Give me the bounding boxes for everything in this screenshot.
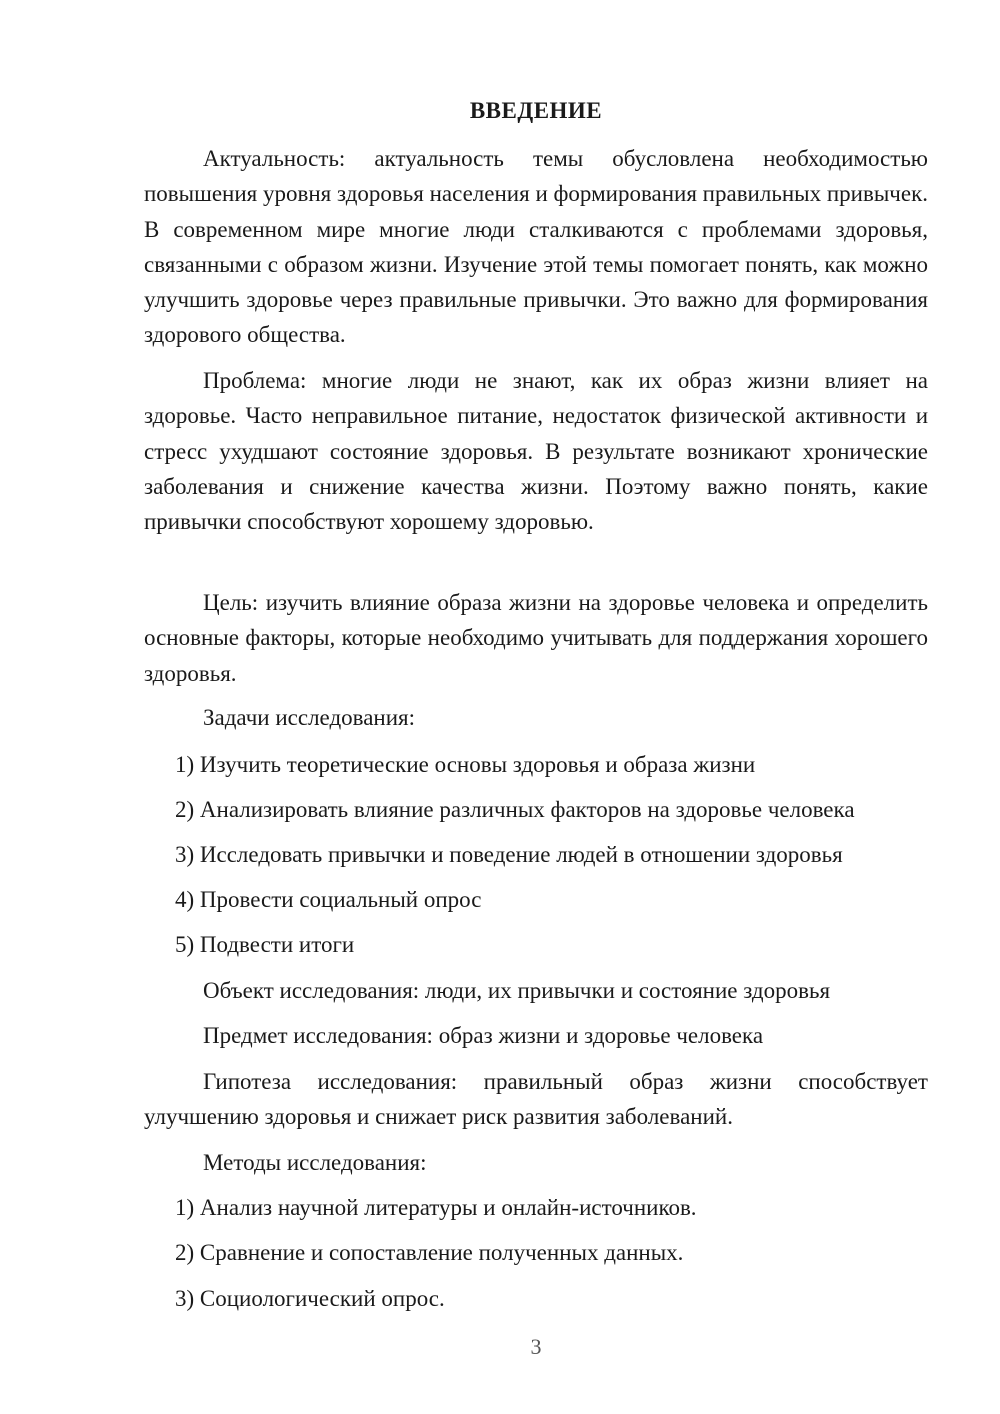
task-item-1: 1) Изучить теоретические основы здоровья и образа жизни bbox=[175, 752, 756, 777]
subject-line: Предмет исследования: образ жизни и здоровье человека bbox=[203, 1023, 764, 1048]
problem-paragraph: Проблема: многие люди не знают, как их образ жизни влияет на здоровье. Часто неправильное питание, недостаток физической активности и стресс ухудшают состояние здоровья. В результате возникают хронические заболевания и снижение качества жизни. Поэтому важно понять, какие привычки способствуют хорошему здоровью. bbox=[144, 368, 928, 535]
methods-heading: Методы исследования: bbox=[203, 1150, 427, 1175]
goal-paragraph: Цель: изучить влияние образа жизни на здоровье человека и определить основные факторы, которые необходимо учитывать для поддержания хорошего здоровья. bbox=[144, 590, 928, 686]
object-line: Объект исследования: люди, их привычки и состояние здоровья bbox=[203, 978, 831, 1003]
task-item-2: 2) Анализировать влияние различных факторов на здоровье человека bbox=[175, 797, 855, 822]
page-number: 3 bbox=[530, 1334, 542, 1359]
hypothesis-paragraph: Гипотеза исследования: правильный образ жизни способствует улучшению здоровья и снижает риск развития заболеваний. bbox=[144, 1069, 928, 1130]
method-item-3: 3) Социологический опрос. bbox=[175, 1286, 445, 1311]
tasks-heading: Задачи исследования: bbox=[203, 705, 416, 730]
method-item-1: 1) Анализ научной литературы и онлайн-источников. bbox=[175, 1195, 697, 1220]
method-item-2: 2) Сравнение и сопоставление полученных данных. bbox=[175, 1240, 684, 1265]
task-item-3: 3) Исследовать привычки и поведение людей в отношении здоровья bbox=[175, 842, 843, 867]
page-title: ВВЕДЕНИЕ bbox=[469, 98, 603, 123]
relevance-paragraph: Актуальность: актуальность темы обусловлена необходимостью повышения уровня здоровья населения и формирования правильных привычек. В современном мире многие люди сталкиваются с проблемами здоровья, связанными с образом жизни. Изучение этой темы помогает понять, как можно улучшить здоровье через правильные привычки. Это важно для формирования здорового общества. bbox=[144, 146, 928, 348]
task-item-5: 5) Подвести итоги bbox=[175, 932, 355, 957]
task-item-4: 4) Провести социальный опрос bbox=[175, 887, 482, 912]
